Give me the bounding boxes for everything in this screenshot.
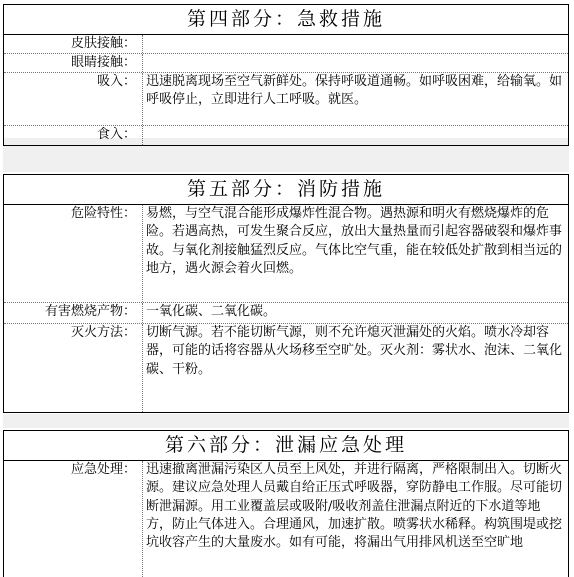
row-value: 切断气源。若不能切断气源，则不允许熄灭泄漏处的火焰。喷水冷却容器，可能的话将容器从火场移至空旷处。灭火剂：雾状水、泡沫、二氧化碳、干粉。 (146, 325, 563, 377)
row-extinguishing-method (4, 324, 568, 412)
row-label: 灭火方法： (4, 324, 143, 412)
row-label: 眼睛接触： (4, 54, 143, 72)
section-first-aid (3, 4, 569, 146)
row-value (143, 126, 568, 145)
row-emergency-handling (4, 461, 568, 577)
row-value: 一氧化碳、二氧化碳。 (146, 304, 277, 319)
row-label: 应急处理： (4, 461, 143, 577)
section-firefighting (3, 174, 569, 413)
row-label: 危险特性： (4, 205, 143, 302)
row-ingestion (4, 126, 568, 145)
row-combustion-products (4, 303, 568, 324)
section-gap (3, 414, 569, 428)
row-label: 食入： (4, 126, 143, 145)
row-value: 易燃，与空气混合能形成爆炸性混合物。遇热源和明火有燃烧爆炸的危险。若遇高热，可发生聚合反应，放出大量热量而引起容器破裂和爆炸事故。与氧化剂接触猛烈反应。气体比空气重，能在较低处扩散到相当远的地方，遇火源会着火回燃。 (146, 206, 563, 276)
row-hazard-properties (4, 205, 568, 303)
row-label: 吸入： (4, 73, 143, 125)
row-skin-contact (4, 35, 568, 54)
row-label: 皮肤接触： (4, 35, 143, 53)
row-value: 迅速脱离现场至空气新鲜处。保持呼吸道通畅。如呼吸困难，给输氧。如呼吸停止，立即进行人工呼吸。就医。 (146, 74, 563, 108)
row-value (143, 54, 568, 72)
section-spill-response (3, 430, 569, 577)
row-label: 有害燃烧产物： (4, 303, 143, 323)
section-title: 第六部分：泄漏应急处理 (4, 431, 568, 461)
row-value (143, 35, 568, 53)
section-title: 第五部分：消防措施 (4, 175, 568, 205)
row-value: 迅速撤离泄漏污染区人员至上风处，并进行隔离，严格限制出入。切断火源。建议应急处理人员戴自给正压式呼吸器，穿防静电工作服。尽可能切断泄漏源。用工业覆盖层或吸附/吸收剂盖住泄漏点附近的下水道等地方，防止气体进入。合理通风，加速扩散。喷雾状水稀释。构筑围堤或挖坑收容产生的大量废水。如有可能，将漏出气用排风机送至空旷地 (146, 462, 563, 551)
section-title: 第四部分：急救措施 (4, 5, 568, 35)
row-inhalation (4, 73, 568, 126)
row-eye-contact (4, 54, 568, 73)
